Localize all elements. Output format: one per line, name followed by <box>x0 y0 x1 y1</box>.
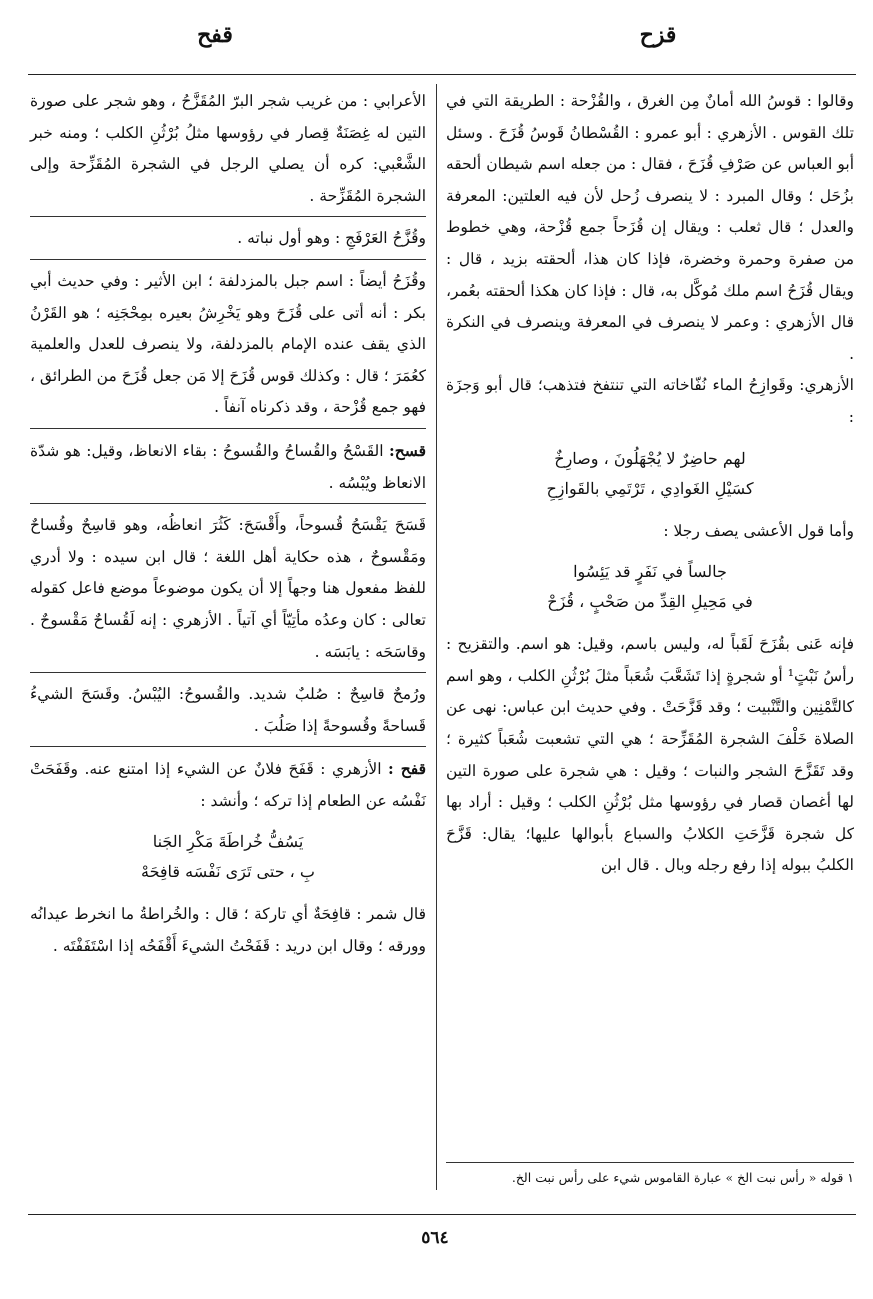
entry-text: فإنه عَنى بقُزَحَ لَقَباً له، وليس باسم، وقيل: هو اسم. والتقزيح : رأسُ نَبْتٍ¹ أو شجرةٍ إذا تَشَعَّبَ شُعَباً مثلَ بُرْثُنِ الكلب ، وهو اسم كالتَّمْنِين والتَّنْبيت ؛ وقد قَزَّحَتْ . وفي حديث ابن عباس: نهى عن الصلاة خَلْفَ الشجرة المُقَزِّحة ؛ هي التي تشعبت شُعَباً كثيرة ؛ وقد تَقَزَّحَ الشجر والنبات ؛ وقيل : هي شجرة على صورة التين لها أغصان قصار في رؤوسها مثل بُرْثُنِ الكلب ؛ وقيل : أراد بها كل شجرة قَزَّحَتِ الكلابُ والسباع بأبوالها عليها؛ يقال: قَزَّحَ الكلبُ ببوله إذا رفع رجله وبال . قال ابن <box>446 635 854 875</box>
entry-text: وأما قول الأعشى يصف رجلا : <box>663 521 854 540</box>
header-rule <box>28 74 856 75</box>
paragraph-separator <box>30 216 426 217</box>
footnote-rule <box>446 1162 854 1163</box>
verse-line: يَسُفُّ خُراطَةَ مَكْرِ الجَنا <box>152 832 304 852</box>
right-column <box>446 86 854 882</box>
paragraph-separator <box>30 672 426 673</box>
entry-text: الأعرابي : من غريب شجر البرّ المُقَزَّحُ ، وهو شجر على صورة التين له غِصَنَةٌ قِصار في رؤوسها مثلُ بُرْثُنِ الكلب ؛ ومنه خبر الشَّعْبي: كره أن يصلي الرجل في الشجرة المُقَزِّحة وإلى الشجرة المُقَزِّحة . <box>30 92 426 205</box>
entry-text: وقُزَّحُ العَرْفَجِ : وهو أول نباته . <box>237 229 426 248</box>
paragraph-separator <box>30 503 426 504</box>
verse-line: في مَحِيلِ القِدِّ من صَحْبٍ ، قُزَحْ <box>547 592 753 612</box>
verse <box>30 827 426 887</box>
header-keyword-right: قزح <box>639 22 677 48</box>
verse-line: بِ ، حتى تَرَى نَفْسَه قافِحَهْ <box>141 862 315 882</box>
column-divider <box>436 84 437 1190</box>
paragraph-separator <box>30 746 426 747</box>
entry-headword: قسح: <box>389 440 426 460</box>
left-column <box>30 86 426 963</box>
paragraph-separator <box>30 428 426 429</box>
footnote: ١ قوله « رأس نبت الخ » عبارة القاموس شيء على رأس نبت الخ. <box>511 1170 854 1185</box>
verse-line: كسَيْلِ الغَوادِي ، تَرْتَمِي بالقَوازِحِ <box>546 478 754 498</box>
entry-qsh <box>30 435 426 499</box>
verse-line: لهم حاضِرٌ لا يُجْهَلُونَ ، وصارِخٌ <box>554 448 746 468</box>
entry-text: ورُمحٌ قاسِحٌ : صُلبٌ شديد. والقُسوحُ: اليُبْسُ. وقَسَحَ الشيءُ قَساحةً وقُسوحةً إذا صَلُبَ . <box>30 685 426 735</box>
entry-text: الأزهري : قَفَحَ فلانٌ عن الشيء إذا امتنع عنه. وقَفَحَتْ نَفْسُه عن الطعام إذا تركه ؛ وأنشد : <box>30 760 426 810</box>
entry-text: الأزهري: وقَوازِحُ الماء نُفّاخاته التي تنتفخ فتذهب؛ قال أبو وَجزَة : <box>446 376 854 426</box>
entry-text: وقُزَحُ أيضاً : اسم جبل بالمزدلفة ؛ ابن الأثير : وفي حديث أبي بكر : أنه أتى على قُزَحَ وهو يَخْرِشُ بعيره بمِحْجَنِه ؛ هو القَرْنُ الذي يقف عنده الإمام بالمزدلفة، ولا ينصرف للعدل والعلمية كعُمَرَ ؛ قال : وكذلك قوس قُزَحَ إلا مَن جعل قُزَحَ من الطرائق ، فهو جمع قُزْحة ، وقد ذكرناه آنفاً . <box>29 271 426 417</box>
verse <box>446 557 854 617</box>
entry-headword: قفح : <box>388 759 426 779</box>
entry-text: قال شمر : قافِحَةٌ أي تاركة ؛ قال : والخُراطةُ ما انخرط عيدانُه وورقه ؛ وقال ابن دريد : قَفَحْتُ الشيءَ أَقْفَحُه إذا اسْتَفَفْتَه . <box>30 905 426 956</box>
verse-line: جالساً في نَفَرٍ قد يَئِسُوا <box>573 562 727 582</box>
entry-qfh <box>30 753 426 817</box>
page-number: ٥٦٤ <box>421 1228 449 1248</box>
verse <box>446 444 854 504</box>
entry-text: قَسَحَ يَقْسَحُ قُسوحاً، وأَقْسَحَ: كَثُرَ انعاظُه، وهو قاسِحٌ وقُساحٌ ومَقْسوحٌ ، هذه حكاية أهل اللغة ؛ قال ابن سيده : ولا أدري للفظ مفعول هنا وجهاً إلا أن يكون موضوعاً موضع فاعل كقوله تعالى : كان وعدُه مأتِيّاً أي آتياً . الأزهري : إنه لَقُساحٌ مَقْسوحٌ . وقاسَحَه : يابَسَه . <box>30 516 426 661</box>
header-keyword-left: قفح <box>197 22 233 48</box>
entry-text: القَسْحُ والقُساحُ والقُسوحُ : بقاء الانعاظ، وقيل: هو شدّة الانعاظ ويُبْسُه . <box>30 441 426 492</box>
footer-rule <box>28 1214 856 1215</box>
entry-text: وقالوا : قوسُ الله أمانٌ مِن الغرق ، والقُزْحة : الطريقة التي في تلك القوس . الأزهري : أبو عمرو : القُسْطانُ قَوسُ قُزَحَ . وسئل أبو العباس عن صَرْفِ قُزَحَ ، فقال : من جعله اسم شيطان ألحقه بزُحَل ؛ وقال المبرد : لا ينصرف زُحل لأن فيه العلتين: المعرفة والعدل ؛ قال ثعلب : ويقال إن قُزَحاً جمع قُزْحة، وهي خطوط من صفرة وحمرة وخضرة، فإذا كان هذا، ألحقته بزيد ، قال : ويقال قُزَحُ اسم ملك مُوكَّل به، قال : فإذا كان هكذا ألحقته بعُمر، قال الأزهري : وعمر لا ينصرف في المعرفة وينصرف في النكرة . <box>446 92 854 363</box>
paragraph-separator <box>30 259 426 260</box>
